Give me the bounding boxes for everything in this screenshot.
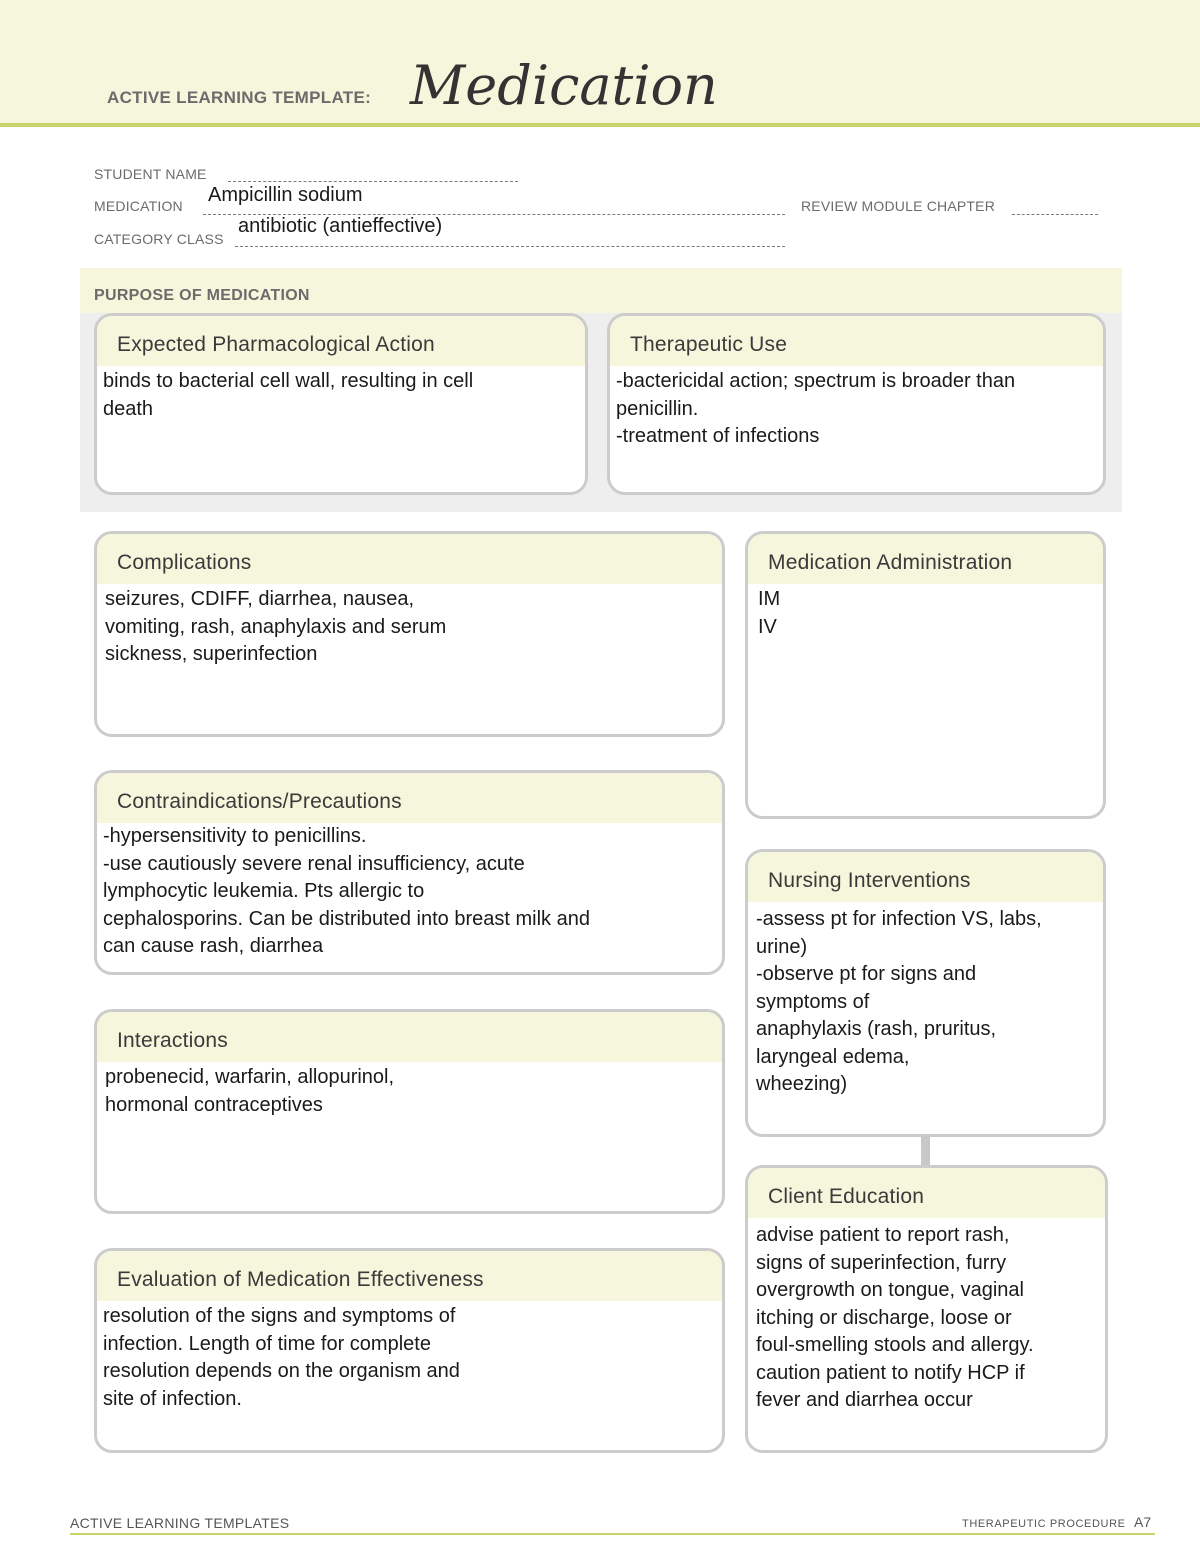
client-education-heading: Client Education xyxy=(748,1168,1105,1218)
footer-section: THERAPEUTIC PROCEDURE xyxy=(962,1518,1126,1530)
complications-card[interactable] xyxy=(94,531,725,737)
therapeutic-use-card[interactable] xyxy=(607,313,1106,495)
connector-bar xyxy=(921,1136,930,1166)
page-title: Medication xyxy=(410,54,718,117)
medication-administration-text: IM IV xyxy=(758,588,781,638)
medication-administration-heading: Medication Administration xyxy=(748,534,1103,584)
student-name-label: STUDENT NAME xyxy=(94,166,207,182)
medication-value: Ampicillin sodium xyxy=(208,184,363,206)
contraindications-text: -hypersensitivity to penicillins. -use cautiously severe renal insufficiency, acute lymphocytic leukemia. Pts allergic to cephalosporins. Can be distributed into breast milk and can cause rash, diarrhea xyxy=(103,825,590,957)
category-class-value: antibiotic (antieffective) xyxy=(238,215,443,237)
evaluation-card[interactable] xyxy=(94,1248,725,1453)
client-education-text: advise patient to report rash, signs of superinfection, furry overgrowth on tongue, vaginal itching or discharge, loose or foul-smelling stools and allergy. caution patient to notify HCP if fever and diarrhea occur xyxy=(756,1224,1034,1411)
complications-heading: Complications xyxy=(97,534,722,584)
nursing-interventions-heading: Nursing Interventions xyxy=(748,852,1103,902)
expected-action-text: binds to bacterial cell wall, resulting in cell death xyxy=(103,370,474,420)
evaluation-text: resolution of the signs and symptoms of infection. Length of time for complete resolution depends on the organism and site of infection. xyxy=(103,1305,460,1410)
expected-action-heading: Expected Pharmacological Action xyxy=(97,316,585,366)
therapeutic-use-text: -bactericidal action; spectrum is broader than penicillin. -treatment of infections xyxy=(616,370,1016,447)
nursing-interventions-card[interactable] xyxy=(745,849,1106,1137)
review-module-label: REVIEW MODULE CHAPTER xyxy=(801,198,995,214)
medication-label: MEDICATION xyxy=(94,198,183,214)
student-name-field[interactable] xyxy=(228,164,518,182)
nursing-interventions-text: -assess pt for infection VS, labs, urine) -observe pt for signs and symptoms of anaphylaxis (rash, pruritus, laryngeal edema, wheezing) xyxy=(756,908,1042,1095)
therapeutic-use-heading: Therapeutic Use xyxy=(610,316,1103,366)
interactions-text: probenecid, warfarin, allopurinol, hormonal contraceptives xyxy=(105,1066,395,1116)
interactions-heading: Interactions xyxy=(97,1012,722,1062)
medication-administration-card[interactable] xyxy=(745,531,1106,819)
footer-divider xyxy=(70,1533,1155,1535)
contraindications-card[interactable] xyxy=(94,770,725,975)
template-label: ACTIVE LEARNING TEMPLATE: xyxy=(107,88,372,107)
purpose-title: PURPOSE OF MEDICATION xyxy=(94,287,310,304)
expected-action-card[interactable] xyxy=(94,313,588,495)
review-module-field[interactable] xyxy=(1012,197,1098,215)
interactions-card[interactable] xyxy=(94,1009,725,1214)
page-number: A7 xyxy=(1134,1514,1152,1530)
category-class-label: CATEGORY CLASS xyxy=(94,231,224,247)
evaluation-heading: Evaluation of Medication Effectiveness xyxy=(97,1251,722,1301)
client-education-card[interactable] xyxy=(745,1165,1108,1453)
header-divider xyxy=(0,123,1200,127)
footer-title: ACTIVE LEARNING TEMPLATES xyxy=(70,1515,290,1531)
contraindications-heading: Contraindications/Precautions xyxy=(97,773,722,823)
complications-text: seizures, CDIFF, diarrhea, nausea, vomiting, rash, anaphylaxis and serum sickness, superinfection xyxy=(105,588,447,665)
